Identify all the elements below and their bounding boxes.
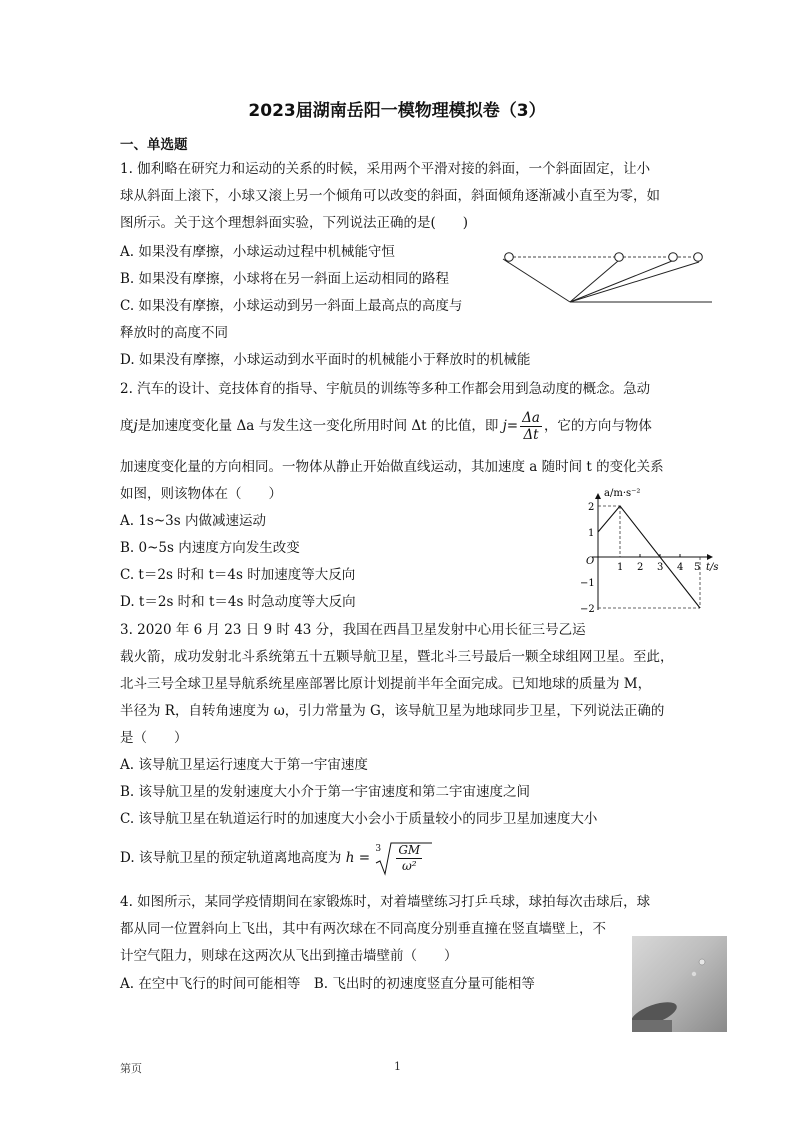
q2-option-b: B. 0~5s 内速度方向发生改变 (120, 540, 300, 556)
q1-option-b: B. 如果没有摩擦，小球将在另一斜面上运动相同的路程 (120, 271, 450, 287)
graph-xtick-2: 2 (637, 562, 644, 573)
q2-option-c: C. t＝2s 时和 t＝4s 时加速度等大反向 (120, 567, 356, 583)
ping-pong-photo (632, 936, 727, 1032)
q3-stem-line5: 是（ ） (120, 730, 188, 746)
q2-stem-line3: 加速度变化量的方向相同。一物体从静止开始做直线运动，其加速度 a 随时间 t 的变化关系 (120, 459, 664, 475)
q4-stem-line2: 都从同一位置斜向上飞出，其中有两次球在不同高度分别垂直撞在竖直墙壁上，不 (120, 921, 606, 937)
q2-frac-num: Δa (522, 410, 540, 426)
graph-ytick-neg2: −2 (580, 604, 595, 615)
q1-stem-line3: 图所示。关于这个理想斜面实验，下列说法正确的是( ) (120, 215, 469, 231)
q2-option-d: D. t＝2s 时和 t＝4s 时急动度等大反向 (120, 594, 356, 610)
q2-stem-line1: 2. 汽车的设计、竞技体育的指导、宇航员的训练等多种工作都会用到急动度的概念。急动 (120, 381, 651, 397)
q3-fraction (396, 843, 422, 874)
q2-stem-line2 (120, 408, 652, 444)
q3-root-index: 3 (375, 843, 382, 854)
q3-option-d-text: D. 该导航卫星的预定轨道离地高度为 (120, 850, 342, 866)
graph-xtick-4: 4 (677, 562, 684, 573)
q2-stem-line4: 如图，则该物体在（ ） (120, 486, 282, 502)
q3-option-c: C. 该导航卫星在轨道运行时的加速度大小会小于质量较小的同步卫星加速度大小 (120, 811, 598, 827)
q3-stem-line4: 半径为 R，自转角速度为 ω，引力常量为 G，该导航卫星为地球同步卫星，下列说法正确的 (120, 703, 665, 719)
q2-frac-den: Δt (523, 427, 539, 443)
acceleration-time-graph (580, 484, 730, 616)
q3-stem-line3: 北斗三号全球卫星导航系统星座部署比原计划提前半年全面完成。已知地球的质量为 M， (120, 676, 652, 692)
q3-stem-line1: 3. 2020 年 6 月 23 日 9 时 43 分，我国在西昌卫星发射中心用长征三号乙运 (120, 622, 586, 638)
section-heading: 一、单选题 (120, 137, 188, 153)
q1-option-c-line1: C. 如果没有摩擦，小球运动到另一斜面上最高点的高度与 (120, 298, 463, 314)
graph-ytick-1: 1 (588, 528, 595, 539)
q3-cube-root (374, 841, 434, 877)
q2-line2-suffix: ，它的方向与物体 (543, 418, 652, 434)
q2-line2-mid: 是加速度变化量 Δa 与发生这一变化所用时间 Δt 的比值，即 (137, 418, 499, 434)
q2-j-symbol: j (133, 418, 138, 434)
q4-stem-line3: 计空气阻力，则球在这两次从飞出到撞击墙壁前（ ） (120, 948, 458, 964)
q2-option-a: A. 1s~3s 内做减速运动 (120, 513, 266, 529)
q1-option-d: D. 如果没有摩擦，小球运动到水平面时的机械能小于释放时的机械能 (120, 352, 531, 368)
q1-stem-line1: 1. 伽利略在研究力和运动的关系的时候，采用两个平滑对接的斜面，一个斜面固定，让小 (120, 161, 651, 177)
q1-option-c-line2: 释放时的高度不同 (120, 325, 228, 341)
page-title: 2023届湖南岳阳一模物理模拟卷（3） (248, 101, 546, 121)
q4-stem-line1: 4. 如图所示，某同学疫情期间在家锻炼时，对着墙壁练习打乒乓球，球拍每次击球后，球 (120, 894, 651, 910)
q3-frac-den: ω² (401, 858, 417, 873)
q3-option-b: B. 该导航卫星的发射速度大小介于第一宇宙速度和第二宇宙速度之间 (120, 784, 531, 800)
q2-line2-prefix: 度 (120, 418, 134, 434)
q1-stem-line2: 球从斜面上滚下，小球又滚上另一个倾角可以改变的斜面，斜面倾角逐渐减小直至为零，如 (120, 188, 660, 204)
graph-ylabel: a/m·s⁻² (604, 488, 641, 499)
footer-label: 第页 (120, 1062, 142, 1075)
q2-eq-j: j= (502, 418, 519, 434)
graph-origin: O (586, 556, 595, 567)
q3-option-a: A. 该导航卫星运行速度大于第一宇宙速度 (120, 757, 368, 773)
q3-stem-line2: 载火箭，成功发射北斗系统第五十五颗导航卫星，暨北斗三号最后一颗全球组网卫星。至此， (120, 649, 674, 665)
graph-ytick-2: 2 (588, 502, 595, 513)
incline-diagram (490, 244, 720, 310)
graph-ytick-neg1: −1 (580, 578, 595, 589)
q1-option-a: A. 如果没有摩擦，小球运动过程中机械能守恒 (120, 244, 395, 260)
q3-frac-num: GM (398, 842, 421, 857)
graph-xtick-1: 1 (617, 562, 624, 573)
page-number: 1 (394, 1060, 401, 1073)
q3-eq-h: h = (345, 850, 371, 866)
graph-xlabel: t/s (706, 562, 719, 573)
graph-xtick-5: 5 (694, 562, 701, 573)
photo-content (632, 936, 727, 1032)
q4-options-ab: A. 在空中飞行的时间可能相等 B. 飞出时的初速度竖直分量可能相等 (120, 976, 535, 992)
graph-xtick-3: 3 (657, 562, 664, 573)
q3-option-d (120, 840, 434, 877)
q2-fraction (520, 410, 542, 443)
